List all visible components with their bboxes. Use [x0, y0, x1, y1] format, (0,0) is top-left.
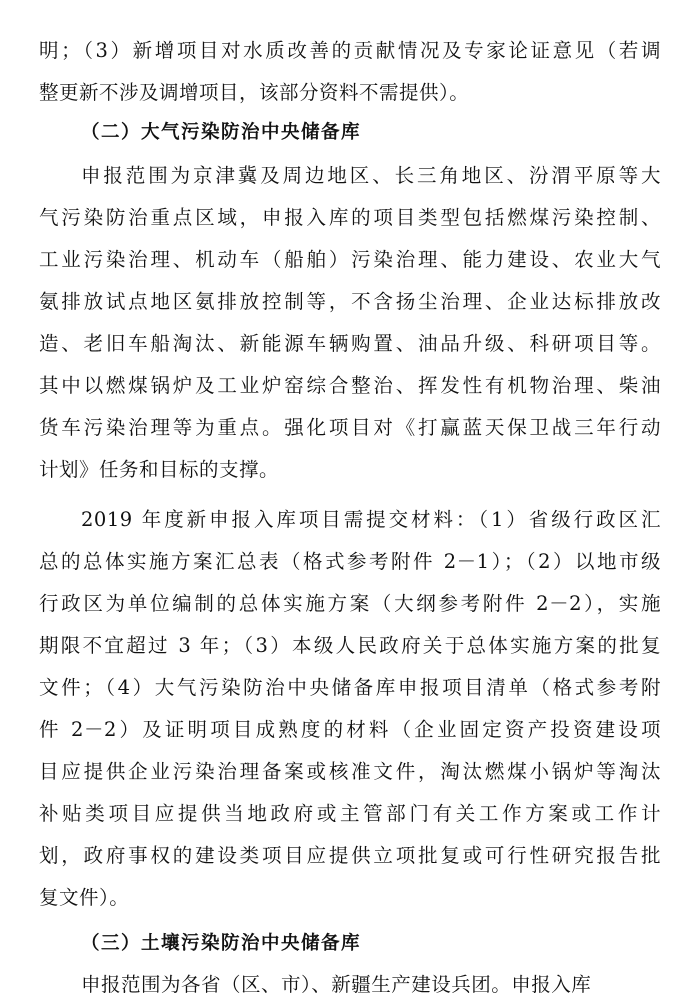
text-line: 复文件）。	[39, 886, 130, 909]
text-line: 造、老旧车船淘汰、新能源车辆购置、油品升级、科研项目等。	[39, 332, 661, 355]
section-heading: （二）大气污染防治中央储备库	[81, 122, 362, 143]
text-line: 2019 年度新申报入库项目需提交材料：（1）省级行政区汇	[81, 508, 661, 531]
text-line: 整更新不涉及调增项目，该部分资料不需提供）。	[39, 81, 470, 104]
text-line: 其中以燃煤锅炉及工业炉窑综合整治、挥发性有机物治理、柴油	[39, 374, 661, 397]
text-line: 文件；（4）大气污染防治中央储备库申报项目清单（格式参考附	[39, 676, 661, 699]
text-line: 申报范围为京津冀及周边地区、长三角地区、汾渭平原等大	[81, 164, 661, 187]
text-line: 货车污染治理等为重点。强化项目对《打赢蓝天保卫战三年行动	[39, 416, 661, 439]
text-line: 申报范围为各省（区、市）、新疆生产建设兵团。申报入库	[81, 973, 592, 996]
text-line: 工业污染治理、机动车（船舶）污染治理、能力建设、农业大气	[39, 248, 661, 271]
text-line: 行政区为单位编制的总体实施方案（大纲参考附件 2－2），实施	[39, 592, 661, 615]
text-line: 总的总体实施方案汇总表（格式参考附件 2－1）；（2）以地市级	[39, 550, 661, 573]
section-heading: （三）土壤污染防治中央储备库	[81, 933, 362, 954]
text-line: 计划》任务和目标的支撑。	[39, 458, 280, 481]
text-line: 气污染防治重点区域，申报入库的项目类型包括燃煤污染控制、	[39, 206, 661, 229]
text-line: 补贴类项目应提供当地政府或主管部门有关工作方案或工作计	[39, 802, 661, 825]
text-line: 期限不宜超过 3 年；（3）本级人民政府关于总体实施方案的批复	[39, 634, 661, 657]
text-line: 件 2－2）及证明项目成熟度的材料（企业固定资产投资建设项	[39, 718, 661, 741]
text-line: 明；（3）新增项目对水质改善的贡献情况及专家论证意见（若调	[39, 39, 661, 62]
text-line: 目应提供企业污染治理备案或核准文件，淘汰燃煤小锅炉等淘汰	[39, 760, 661, 783]
text-line: 氨排放试点地区氨排放控制等，不含扬尘治理、企业达标排放改	[39, 290, 661, 313]
text-line: 划，政府事权的建设类项目应提供立项批复或可行性研究报告批	[39, 844, 661, 867]
